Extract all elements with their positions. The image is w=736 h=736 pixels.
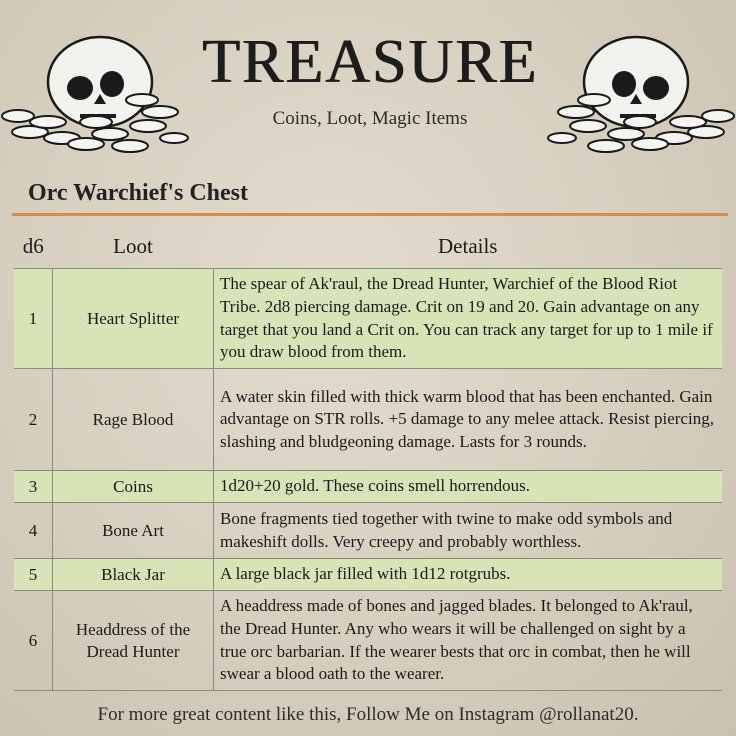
- details-cell: 1d20+20 gold. These coins smell horrendous.: [214, 471, 723, 503]
- details-cell: A large black jar filled with 1d12 rotgrubs.: [214, 559, 723, 591]
- roll-cell: 6: [14, 591, 53, 691]
- roll-cell: 5: [14, 559, 53, 591]
- loot-cell: Headdress of the Dread Hunter: [53, 591, 214, 691]
- section-title: Orc Warchief's Chest: [28, 180, 248, 206]
- details-cell: A headdress made of bones and jagged blades. It belonged to Ak'raul, the Dread Hunter. Any who wears it will be challenged on sight by a true orc barbarian. If the wearer bests that orc in combat, then he will swear a blood oath to the wearer.: [214, 591, 723, 691]
- page-title: TREASURE: [201, 28, 539, 96]
- column-header-details: Details: [438, 233, 498, 258]
- roll-cell: 3: [14, 471, 53, 503]
- table-row: [14, 471, 722, 503]
- details-cell: Bone fragments tied together with twine to make odd symbols and makeshift dolls. Very creepy and probably worthless.: [214, 503, 723, 559]
- roll-cell: 2: [14, 369, 53, 471]
- skull-coins-icon: [0, 22, 190, 162]
- details-cell: The spear of Ak'raul, the Dread Hunter, Warchief of the Blood Riot Tribe. 2d8 piercing damage. Crit on 19 and 20. Gain advantage on any target that you land a Crit on. You can track any target for up to 1 mile if you draw blood from them.: [214, 269, 723, 369]
- table-row: [14, 503, 722, 559]
- loot-cell: Heart Splitter: [53, 269, 214, 369]
- loot-cell: Rage Blood: [53, 369, 214, 471]
- table-row: [14, 269, 722, 369]
- column-header-loot: Loot: [113, 233, 153, 258]
- table-header-row: [14, 224, 722, 269]
- roll-cell: 4: [14, 503, 53, 559]
- loot-cell: Bone Art: [53, 503, 214, 559]
- roll-cell: 1: [14, 269, 53, 369]
- details-cell: A water skin filled with thick warm blood that has been enchanted. Gain advantage on STR rolls. +5 damage to any melee attack. Resist piercing, slashing and bludgeoning damage. Lasts for 3 rounds.: [214, 369, 723, 471]
- page-subtitle: Coins, Loot, Magic Items: [272, 108, 468, 129]
- footer-credit: For more great content like this, Follow Me on Instagram @rollanat20.: [97, 704, 639, 725]
- table-row: [14, 559, 722, 591]
- loot-cell: Black Jar: [53, 559, 214, 591]
- section-divider: [12, 213, 728, 216]
- loot-cell: Coins: [53, 471, 214, 503]
- table-row: [14, 369, 722, 471]
- table-row: [14, 591, 722, 691]
- loot-table: [14, 224, 722, 691]
- skull-coins-icon: [546, 22, 736, 162]
- column-header-d6: d6: [22, 233, 44, 258]
